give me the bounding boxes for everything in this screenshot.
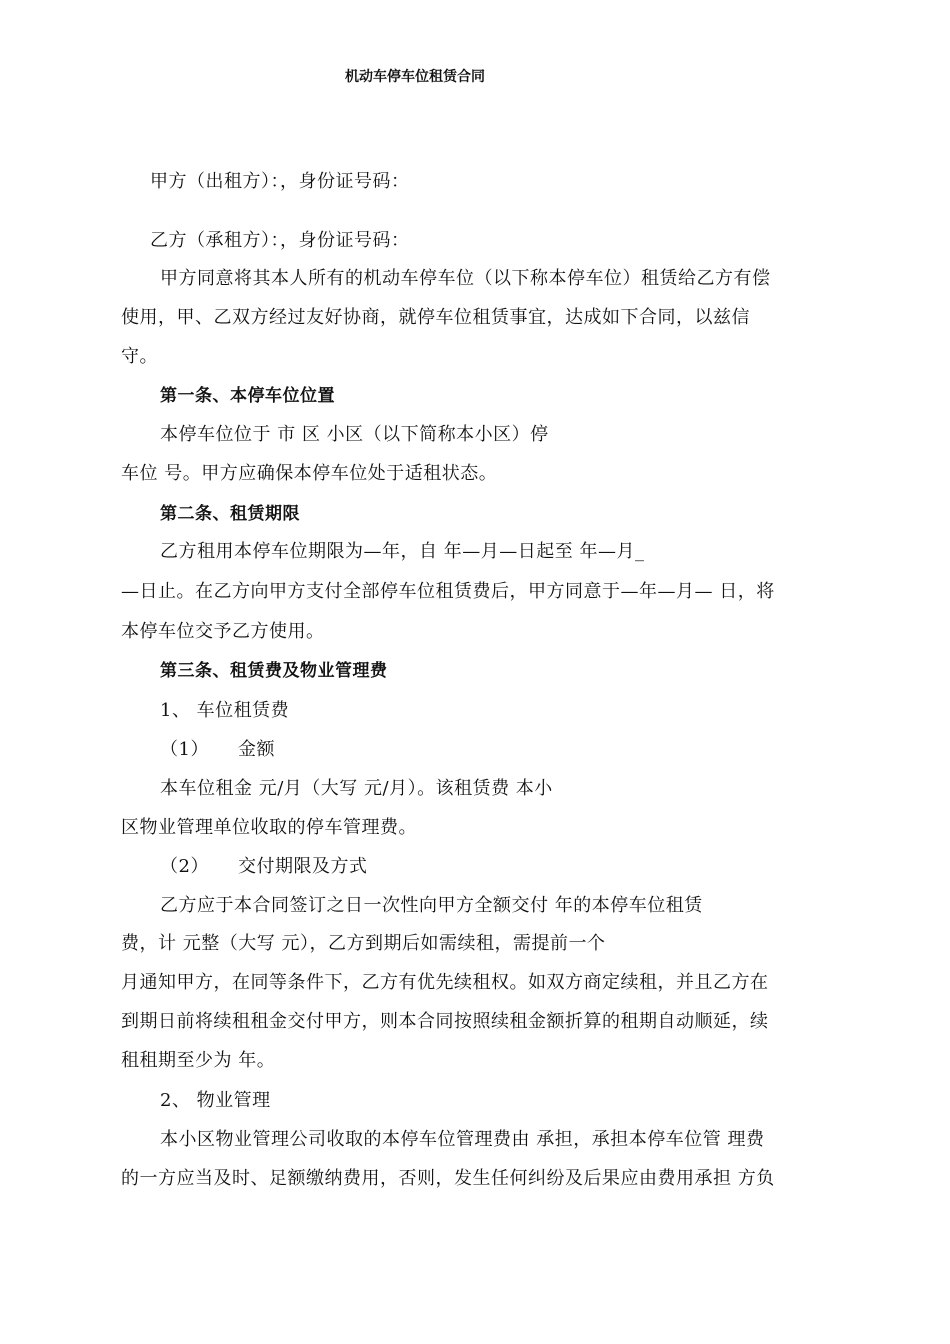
item2-label: 交付期限及方式 [238,856,368,877]
article3-item2 [160,855,368,879]
intro-line-3: 守。 [121,346,158,367]
intro-line-1: 甲方同意将其本人所有的机动车停车位（以下称本停车位）租赁给乙方有偿 [160,268,771,289]
article2-line-1: 乙方租用本停车位期限为—年，自 年—月—日起至 年—月_ [160,541,645,562]
payment-line-3: 月通知甲方，在同等条件下，乙方有优先续租权。如双方商定续租，并且乙方在 [121,972,769,993]
article1-line-2: 车位 号。甲方应确保本停车位处于适租状态。 [121,463,498,484]
payment-line-4: 到期日前将续租租金交付甲方，则本合同按照续租金额折算的租期自动顺延，续 [121,1011,769,1032]
party-b-line: 乙方（承租方）：，身份证号码： [150,230,410,251]
article2-heading: 第二条、租赁期限 [160,504,300,524]
item2-number: （2） [160,856,209,877]
article3-item1 [160,738,275,762]
payment-line-5: 租租期至少为 年。 [121,1050,276,1071]
article3-sub1: 1、 车位租赁费 [160,700,290,721]
payment-line-2: 费，计 元整（大写 元），乙方到期后如需续租，需提前一个 [121,933,606,954]
article1-line-1: 本停车位位于 市 区 小区（以下简称本小区）停 [160,424,549,445]
item1-label: 金额 [238,739,275,760]
payment-line-1: 乙方应于本合同签订之日一次性向甲方全额交付 年的本停车位租赁 [160,895,703,916]
article1-heading: 第一条、本停车位位置 [160,386,335,406]
article3-heading: 第三条、租赁费及物业管理费 [160,661,388,681]
amount-line-1: 本车位租金 元/月（大写 元/月）。该租赁费 本小 [160,778,553,799]
document-title: 机动车停车位租赁合同 [345,69,485,85]
article2-line-3: 本停车位交予乙方使用。 [121,621,325,642]
article3-sub2: 2、 物业管理 [160,1090,271,1111]
intro-line-2: 使用，甲、乙双方经过友好协商，就停车位租赁事宜，达成如下合同，以兹信 [121,307,750,328]
mgmt-line-2: 的一方应当及时、足额缴纳费用，否则，发生任何纠纷及后果应由费用承担 方负 [121,1168,775,1189]
amount-line-2: 区物业管理单位收取的停车管理费。 [121,817,417,838]
mgmt-line-1: 本小区物业管理公司收取的本停车位管理费由 承担，承担本停车位管 理费 [160,1129,765,1150]
article2-line-2: —日止。在乙方向甲方支付全部停车位租赁费后，甲方同意于—年—月— 日，将 [121,581,775,602]
item1-number: （1） [160,739,209,760]
party-a-line: 甲方（出租方）：，身份证号码： [150,171,410,192]
